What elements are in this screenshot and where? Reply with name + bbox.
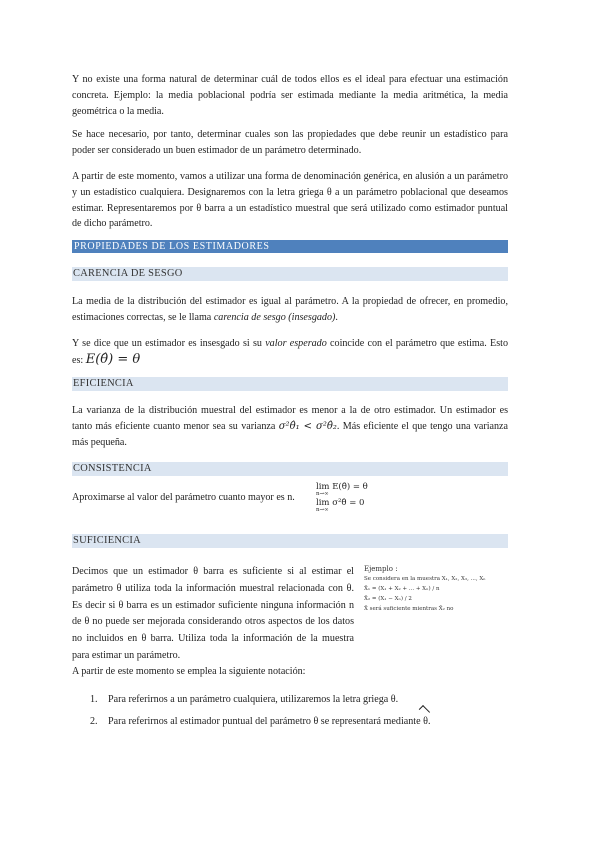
consistency-formula-1: lim E(θ̂) = θ — [316, 482, 368, 492]
consistency-formula-2: lim σ²θ̂ = 0 — [316, 498, 365, 508]
sesgo-paragraph-1: La media de la distribución del estimador es igual al parámetro. A la propiedad de ofrecer, en promedio, estimaciones correctas, se le llama carencia de sesgo (insesgado). — [72, 296, 508, 323]
example-line-2: X̄₁ = (X₁ + X₂ + ... + Xₙ) / n — [364, 586, 440, 592]
example-line-1: Se considera en la muestra X₁, X₂, X₃, ..., Xₙ — [364, 576, 486, 582]
heading-suficiencia: SUFICIENCIA — [72, 534, 508, 548]
sesgo-paragraph-2: Y se dice que un estimador es insesgado si su valor esperado coincide con el parámetro que estima. Esto es: E(θ̂) = θ — [72, 338, 508, 367]
variance-formula: σ²θ̂₁ < σ²θ̂₂ — [278, 420, 337, 432]
suficiencia-example — [364, 564, 514, 614]
limit-subscript-2: n→∞ — [316, 507, 329, 513]
consistencia-text: Aproximarse al valor del parámetro cuanto mayor es n. — [72, 492, 295, 503]
heading-carencia-sesgo: CARENCIA DE SESGO — [72, 267, 508, 281]
example-line-3: X̄₂ = (X₁ − Xₙ) / 2 — [364, 596, 412, 602]
heading-eficiencia: EFICIENCIA — [72, 377, 508, 391]
theta-hat-symbol: θ — [423, 711, 428, 733]
suficiencia-paragraph: Decimos que un estimador θ barra es suficiente si al estimar el parámetro θ utiliza toda la información muestral relacionada con θ. Es decir si θ barra es un estimador suficiente ninguna información n de θ no puede ser mejorada considerando otros aspectos de los datos no incluidos en θ barra. Utiliza toda la información de la muestra para estimar un parámetro. — [72, 566, 354, 661]
list-item: 1. Para referirnos a un parámetro cualquiera, utilizaremos la letra griega θ. — [90, 694, 399, 705]
unbiased-formula: E(θ̂) = θ — [85, 351, 141, 367]
heading-properties: PROPIEDADES DE LOS ESTIMADORES — [72, 240, 508, 253]
example-line-4: X̄ será suficiente mientras X̄₂ no — [364, 606, 454, 612]
heading-consistencia: CONSISTENCIA — [72, 462, 508, 476]
limit-subscript-1: n→∞ — [316, 491, 329, 497]
suficiencia-block — [72, 564, 354, 665]
eficiencia-paragraph: La varianza de la distribución muestral del estimador es menor a la de otro estimador. Un estimador es tanto más eficiente cuanto menor sea su varianza σ²θ̂₁ < σ²θ̂₂. Más eficiente el que tengo una varianza más pequeña. — [72, 405, 508, 448]
consistency-formulas — [316, 482, 436, 513]
notation-intro: A partir de este momento se emplea la siguiente notación: — [72, 666, 306, 677]
list-item: 2. Para referirnos al estimador puntual del parámetro θ se representará mediante θ. — [90, 711, 510, 733]
example-title: Ejemplo : — [364, 565, 398, 573]
notation-list — [90, 689, 510, 733]
paragraph-notation: A partir de este momento, vamos a utilizar una forma de denominación genérica, en alusión a un parámetro y un estadístico cualquiera. Designaremos con la letra griega θ a un parámetro poblacional que deseamos estimar. Representaremos por θ barra a un estadístico muestral que será utilizado como estimador puntual de dicho parámetro. — [72, 171, 508, 230]
paragraph-necessity: Se hace necesario, por tanto, determinar cuales son las propiedades que debe reunir un estadístico para poder ser considerado un buen estimador de un parámetro determinado. — [72, 129, 508, 156]
paragraph-intro: Y no existe una forma natural de determinar cuál de todos ellos es el ideal para efectuar una estimación concreta. Ejemplo: la media poblacional podría ser estimada mediante la media aritmética, la media geométrica o la media. — [72, 74, 508, 117]
